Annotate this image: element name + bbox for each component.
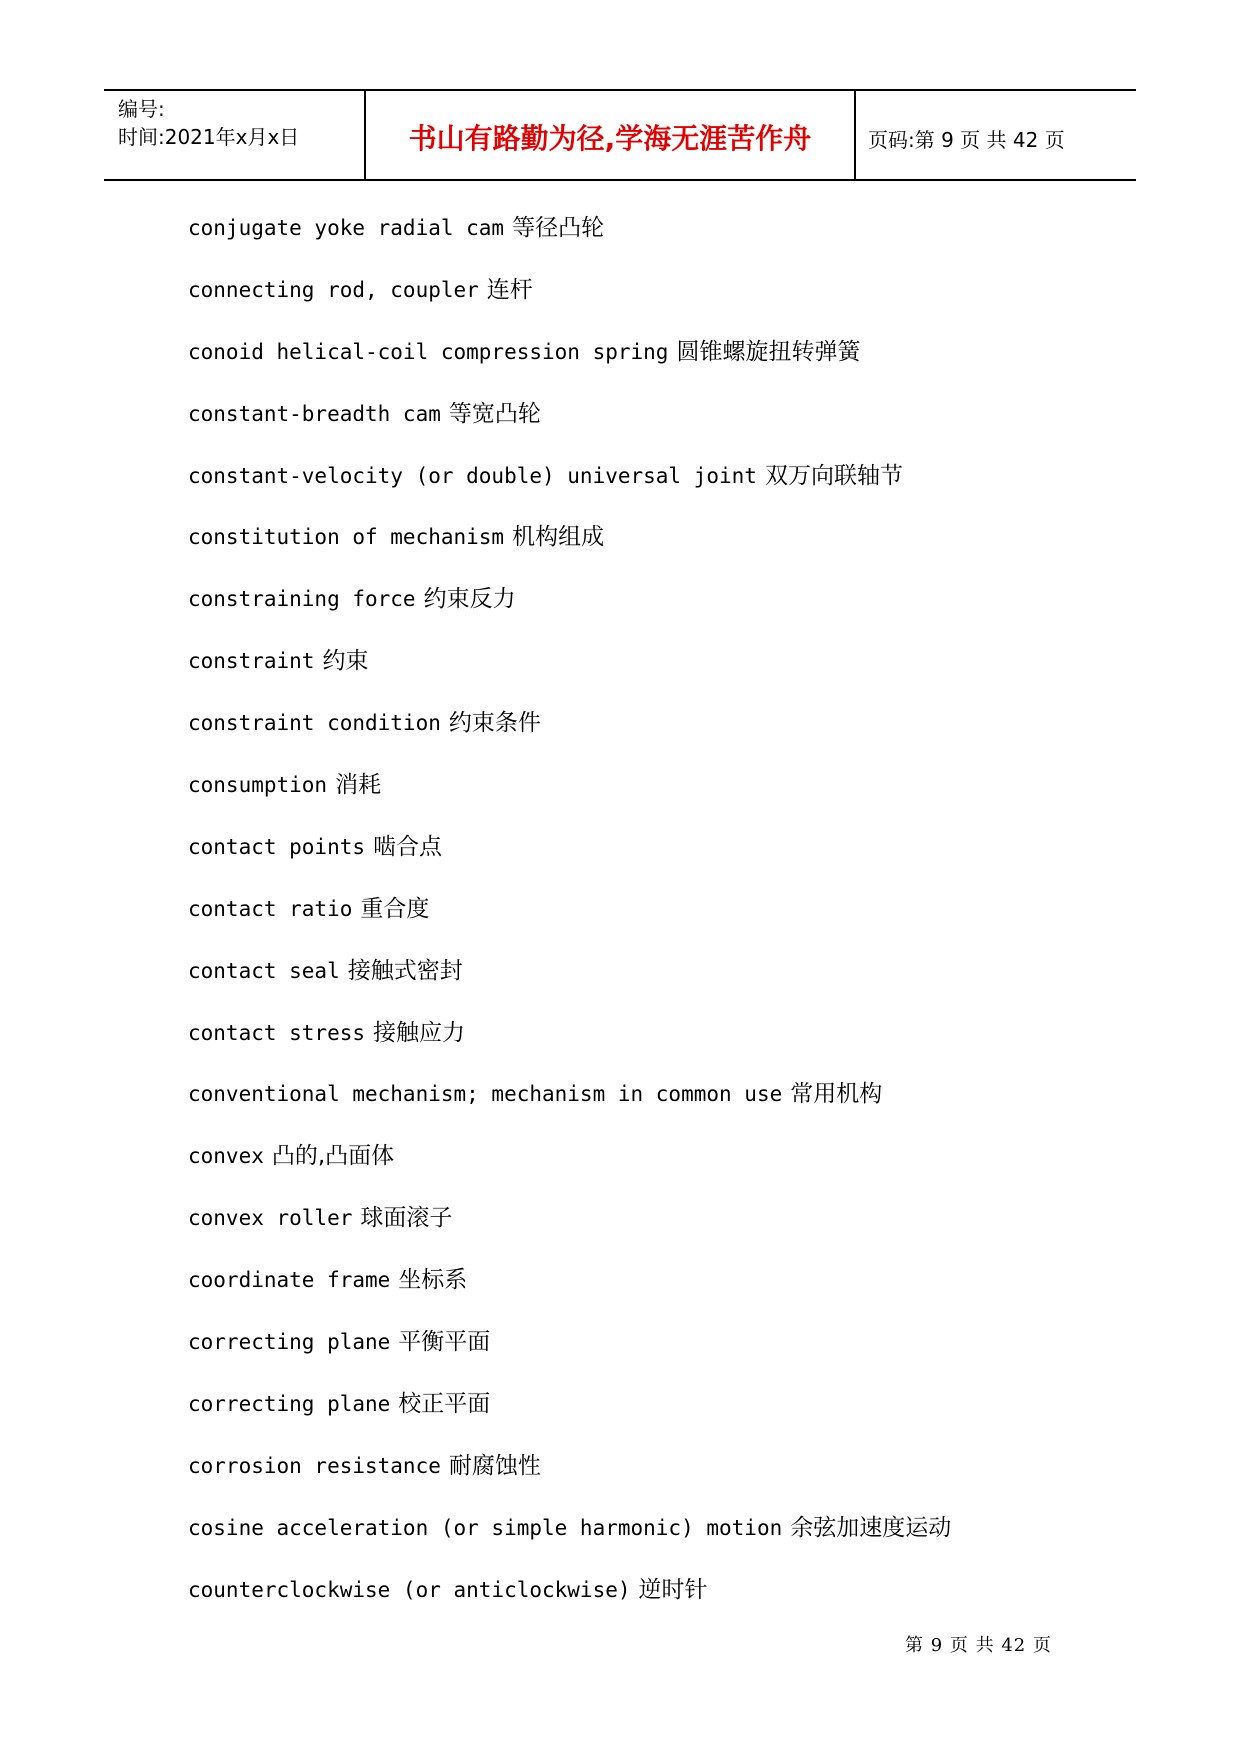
glossary-entry (188, 767, 951, 829)
entry-chinese-term: 逆时针 (638, 1576, 708, 1603)
entry-english-term: constant-velocity (or double) universal joint (188, 463, 757, 488)
entry-english-term: consumption (188, 773, 328, 798)
entry-english-term: coordinate frame (188, 1268, 391, 1293)
entry-chinese-term: 啮合点 (373, 833, 443, 860)
glossary-entry (188, 643, 951, 705)
glossary-entry (188, 1448, 951, 1510)
entry-english-term: contact stress (188, 1020, 366, 1045)
entry-english-term: contact ratio (188, 896, 353, 921)
entry-chinese-term: 约束反力 (423, 586, 516, 613)
header-motto: 书山有路勤为径,学海无涯苦作舟 (408, 122, 812, 155)
entry-english-term: conventional mechanism; mechanism in common use (188, 1082, 783, 1107)
header-middle-cell (366, 91, 856, 179)
glossary-entry (188, 1386, 951, 1448)
glossary-entry (188, 581, 951, 643)
entry-chinese-term: 重合度 (360, 895, 430, 922)
entry-chinese-term: 消耗 (335, 772, 382, 799)
entry-chinese-term: 坐标系 (398, 1267, 468, 1294)
header-left-cell (104, 91, 366, 179)
entry-chinese-term: 凸的,凸面体 (271, 1143, 395, 1170)
glossary-entry (188, 1510, 951, 1572)
entry-english-term: contact points (188, 834, 366, 859)
entry-chinese-term: 球面滚子 (360, 1205, 453, 1232)
entry-english-term: convex (188, 1144, 264, 1169)
entry-chinese-term: 接触应力 (373, 1019, 466, 1046)
glossary-entry (188, 210, 951, 272)
entry-english-term: constraint (188, 649, 315, 674)
glossary-entry (188, 519, 951, 581)
entry-english-term: conoid helical-coil compression spring (188, 339, 669, 364)
glossary-entry (188, 705, 951, 767)
entry-chinese-term: 约束 (322, 648, 369, 675)
entry-english-term: constraining force (188, 587, 416, 612)
glossary-entry (188, 1324, 951, 1386)
page-footer: 第 9 页 共 42 页 (905, 1635, 1052, 1656)
entry-english-term: constitution of mechanism (188, 525, 505, 550)
entry-chinese-term: 校正平面 (398, 1390, 491, 1417)
entry-english-term: conjugate yoke radial cam (188, 216, 505, 240)
entry-chinese-term: 耐腐蚀性 (448, 1452, 541, 1479)
entry-english-term: cosine acceleration (or simple harmonic) motion (188, 1515, 783, 1540)
entry-chinese-term: 余弦加速度运动 (790, 1514, 952, 1541)
glossary-entry (188, 458, 951, 520)
entry-chinese-term: 圆锥螺旋扭转弹簧 (676, 338, 861, 365)
entry-chinese-term: 机构组成 (512, 524, 605, 551)
glossary-entry (188, 334, 951, 396)
entry-chinese-term: 接触式密封 (347, 957, 463, 984)
header-right-cell (856, 91, 1136, 179)
entry-english-term: connecting rod, coupler (188, 277, 479, 302)
glossary-entry (188, 953, 951, 1015)
entry-chinese-term: 连杆 (486, 276, 533, 303)
glossary-list (188, 210, 951, 1633)
entry-chinese-term: 双万向联轴节 (764, 462, 903, 489)
entry-english-term: contact seal (188, 958, 340, 983)
glossary-entry (188, 272, 951, 334)
document-time-label: 时间:2021年x月x日 (118, 125, 300, 149)
entry-english-term: correcting plane (188, 1391, 391, 1416)
glossary-entry (188, 1572, 951, 1634)
entry-english-term: constraint condition (188, 711, 441, 736)
entry-chinese-term: 常用机构 (790, 1081, 883, 1108)
glossary-entry (188, 1138, 951, 1200)
entry-english-term: counterclockwise (or anticlockwise) (188, 1577, 631, 1602)
entry-chinese-term: 等宽凸轮 (448, 400, 541, 427)
entry-english-term: convex roller (188, 1206, 353, 1231)
header-page-code: 页码:第 9 页 共 42 页 (868, 128, 1065, 152)
document-header (104, 89, 1136, 181)
glossary-entry (188, 829, 951, 891)
entry-english-term: correcting plane (188, 1330, 391, 1355)
entry-chinese-term: 平衡平面 (398, 1329, 491, 1356)
glossary-entry (188, 396, 951, 458)
entry-english-term: constant-breadth cam (188, 401, 441, 426)
entry-english-term: corrosion resistance (188, 1453, 441, 1478)
glossary-entry (188, 1200, 951, 1262)
entry-chinese-term: 等径凸轮 (512, 215, 605, 241)
glossary-entry (188, 891, 951, 953)
glossary-entry (188, 1015, 951, 1077)
entry-chinese-term: 约束条件 (448, 710, 541, 737)
document-number-label: 编号: (118, 97, 165, 121)
glossary-entry (188, 1262, 951, 1324)
glossary-entry (188, 1076, 951, 1138)
